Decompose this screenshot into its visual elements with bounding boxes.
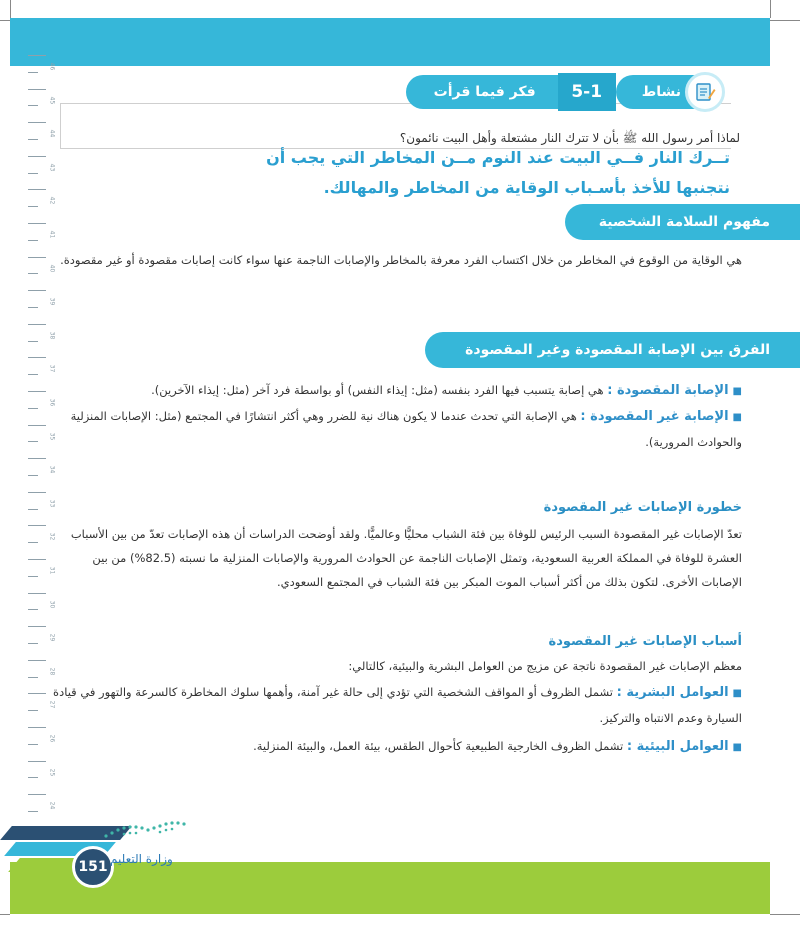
ruler-tick <box>28 72 38 73</box>
ruler-tick <box>28 626 46 627</box>
ruler-number: 36 <box>48 398 56 407</box>
ruler-number: 38 <box>48 331 56 340</box>
ruler-tick <box>28 189 46 190</box>
causes-intro: معظم الإصابات غير المقصودة ناتجة عن مزيج من العوامل البشرية والبيئية، كالتالي: <box>348 659 742 673</box>
ruler-number: 45 <box>48 96 56 104</box>
ruler-tick <box>28 173 38 174</box>
page-number: 151 <box>72 846 114 888</box>
danger-text: تعدّ الإصابات غير المقصودة السبب الرئيس للوفاة بين فئة الشباب محليًّا وعالميًّا. ولقد أوضحت الدراسات أن هذه الإصابات تعدّ من بين الأسباب العشرة للوفاة في المملكة العربية السعودية، وتمثل الإصابات الناجمة عن الحوادث المرورية والإصابات المنزلية ما نسبته (82.5%) من بين الإصابات الأخرى. لتكون بذلك من أكثر أسباب الموت المبكر بين فئة الشباب في المجتمع السعودي. <box>70 527 742 589</box>
ruler-tick <box>28 609 38 610</box>
footer-bar <box>10 862 770 914</box>
ruler-number: 28 <box>48 667 56 676</box>
pencil-notebook-icon <box>685 72 725 112</box>
ruler-number: 40 <box>48 264 56 272</box>
activity-number: 5-1 <box>558 73 616 111</box>
ruler-tick <box>28 341 38 342</box>
crop-mark <box>770 0 771 18</box>
ruler-tick <box>28 710 38 711</box>
ruler-number: 41 <box>48 230 56 239</box>
ruler-tick <box>28 273 38 274</box>
ruler-number: 33 <box>48 499 56 508</box>
term-unintentional: الإصابة غير المقصودة : <box>580 409 729 424</box>
ruler-tick <box>28 223 46 224</box>
term-human-factors: العوامل البشرية : <box>616 685 729 700</box>
ruler-number: 44 <box>48 129 56 138</box>
list-item <box>52 734 742 760</box>
term-intentional: الإصابة المقصودة : <box>607 383 729 398</box>
ruler-tick <box>28 475 38 476</box>
ruler-tick <box>28 408 38 409</box>
ruler-tick <box>28 593 46 594</box>
ruler-tick <box>28 677 38 678</box>
crop-mark <box>10 0 11 18</box>
ruler-tick <box>28 509 38 510</box>
ruler-tick <box>28 492 46 493</box>
ruler-number: 26 <box>48 734 56 743</box>
definition-intentional: هي إصابة يتسبب فيها الفرد بنفسه (مثل: إيذاء النفس) أو بواسطة فرد آخر (مثل: إيذاء الآخرين). <box>151 383 604 397</box>
ruler-tick <box>28 425 46 426</box>
ruler-tick <box>28 240 38 241</box>
crop-mark <box>770 20 800 21</box>
list-item <box>52 404 742 454</box>
top-color-band <box>10 18 770 66</box>
activity-title: فكر فيما قرأت <box>406 75 558 109</box>
ruler-number: 31 <box>48 566 56 575</box>
ruler-tick <box>28 55 46 56</box>
bullet-square-icon: ■ <box>732 386 742 397</box>
ruler-number: 42 <box>48 197 56 205</box>
ruler-number: 24 <box>48 801 56 810</box>
ruler-number: 32 <box>48 533 56 541</box>
ruler-tick <box>28 89 46 90</box>
ruler-number: 27 <box>48 701 56 709</box>
ruler-tick <box>28 761 46 762</box>
ruler-number: 34 <box>48 465 56 474</box>
ruler-tick <box>28 693 46 694</box>
section-heading-difference: الفرق بين الإصابة المقصودة وغير المقصودة <box>425 332 800 368</box>
ruler-tick <box>28 744 38 745</box>
ruler-tick <box>28 458 46 459</box>
ruler-number: 30 <box>48 600 56 608</box>
ruler-tick <box>28 643 38 644</box>
ruler-tick <box>28 559 46 560</box>
ruler-tick <box>28 391 46 392</box>
activity-answer-line-1: تــرك النار فــي البيت عند النوم مــن المخاطر التي يجب أن <box>266 148 730 167</box>
bullet-square-icon: ■ <box>732 742 742 753</box>
ruler-tick <box>28 576 38 577</box>
bullet-square-icon: ■ <box>732 412 742 423</box>
ruler-tick <box>28 307 38 308</box>
list-item <box>52 680 742 730</box>
ruler-tick <box>28 290 46 291</box>
ruler-tick <box>28 660 46 661</box>
ruler-number: 35 <box>48 432 56 440</box>
bullet-square-icon: ■ <box>732 688 742 699</box>
ruler-tick <box>28 105 38 106</box>
ruler-tick <box>28 156 46 157</box>
ruler-number: 29 <box>48 633 56 642</box>
crop-mark <box>770 914 800 915</box>
ministry-label: وزارة التعليم <box>110 852 173 866</box>
ruler-number: 39 <box>48 297 56 306</box>
subheading-danger: خطورة الإصابات غير المقصودة <box>543 500 742 515</box>
ruler-number: 25 <box>48 768 56 776</box>
crop-mark <box>0 914 10 915</box>
definition-human-factors: تشمل الظروف أو المواقف الشخصية التي تؤدي إلى حالة غير آمنة، وأهمها سلوك المخاطرة كالسرعة والتهور في قيادة السيارة وعدم الانتباه والتركيز. <box>53 685 742 725</box>
ruler-number: 43 <box>48 163 56 172</box>
ruler-tick <box>28 525 46 526</box>
ruler-number: 46 <box>48 62 56 71</box>
term-environmental-factors: العوامل البيئية : <box>626 739 729 754</box>
ruler-tick <box>28 257 46 258</box>
list-item <box>52 378 742 404</box>
ruler-tick <box>28 324 46 325</box>
ruler-number: 37 <box>48 365 56 373</box>
ruler-tick <box>28 122 46 123</box>
ruler-tick <box>28 794 46 795</box>
activity-header <box>406 72 725 112</box>
ruler-tick <box>28 777 38 778</box>
crop-mark <box>0 20 10 21</box>
ruler-tick <box>28 206 38 207</box>
ruler-tick <box>28 811 38 812</box>
ruler-tick <box>28 542 38 543</box>
activity-answer-line-2: نتجنبها للأخذ بأسـباب الوقاية من المخاطر والمهالك. <box>323 178 730 197</box>
ministry-logo-dots-icon <box>100 818 190 842</box>
ruler-tick <box>28 357 46 358</box>
activity-question: لماذا أمر رسول الله ﷺ بأن لا تترك النار مشتعلة وأهل البيت نائمون؟ <box>399 131 740 145</box>
section-heading-concept: مفهوم السلامة الشخصية <box>565 204 800 240</box>
ruler-tick <box>28 727 46 728</box>
ruler-tick <box>28 374 38 375</box>
ruler-tick <box>28 139 38 140</box>
activity-label: نشاط <box>616 75 697 109</box>
definition-unintentional: هي الإصابة التي تحدث عندما لا يكون هناك نية للضرر وهي أكثر انتشارًا في المجتمع (مثل: الإصابات المنزلية والحوادث المرورية). <box>70 409 742 449</box>
concept-text: هي الوقاية من الوقوع في المخاطر من خلال اكتساب الفرد معرفة بالمخاطر والإصابات الناجمة عنها سواء كانت إصابات مقصودة أو غير مقصودة. <box>60 253 742 267</box>
definition-environmental-factors: تشمل الظروف الخارجية الطبيعية كأحوال الطقس، بيئة العمل، والبيئة المنزلية. <box>253 739 624 753</box>
ruler-tick <box>28 441 38 442</box>
subheading-causes: أسباب الإصابات غير المقصودة <box>548 634 742 649</box>
